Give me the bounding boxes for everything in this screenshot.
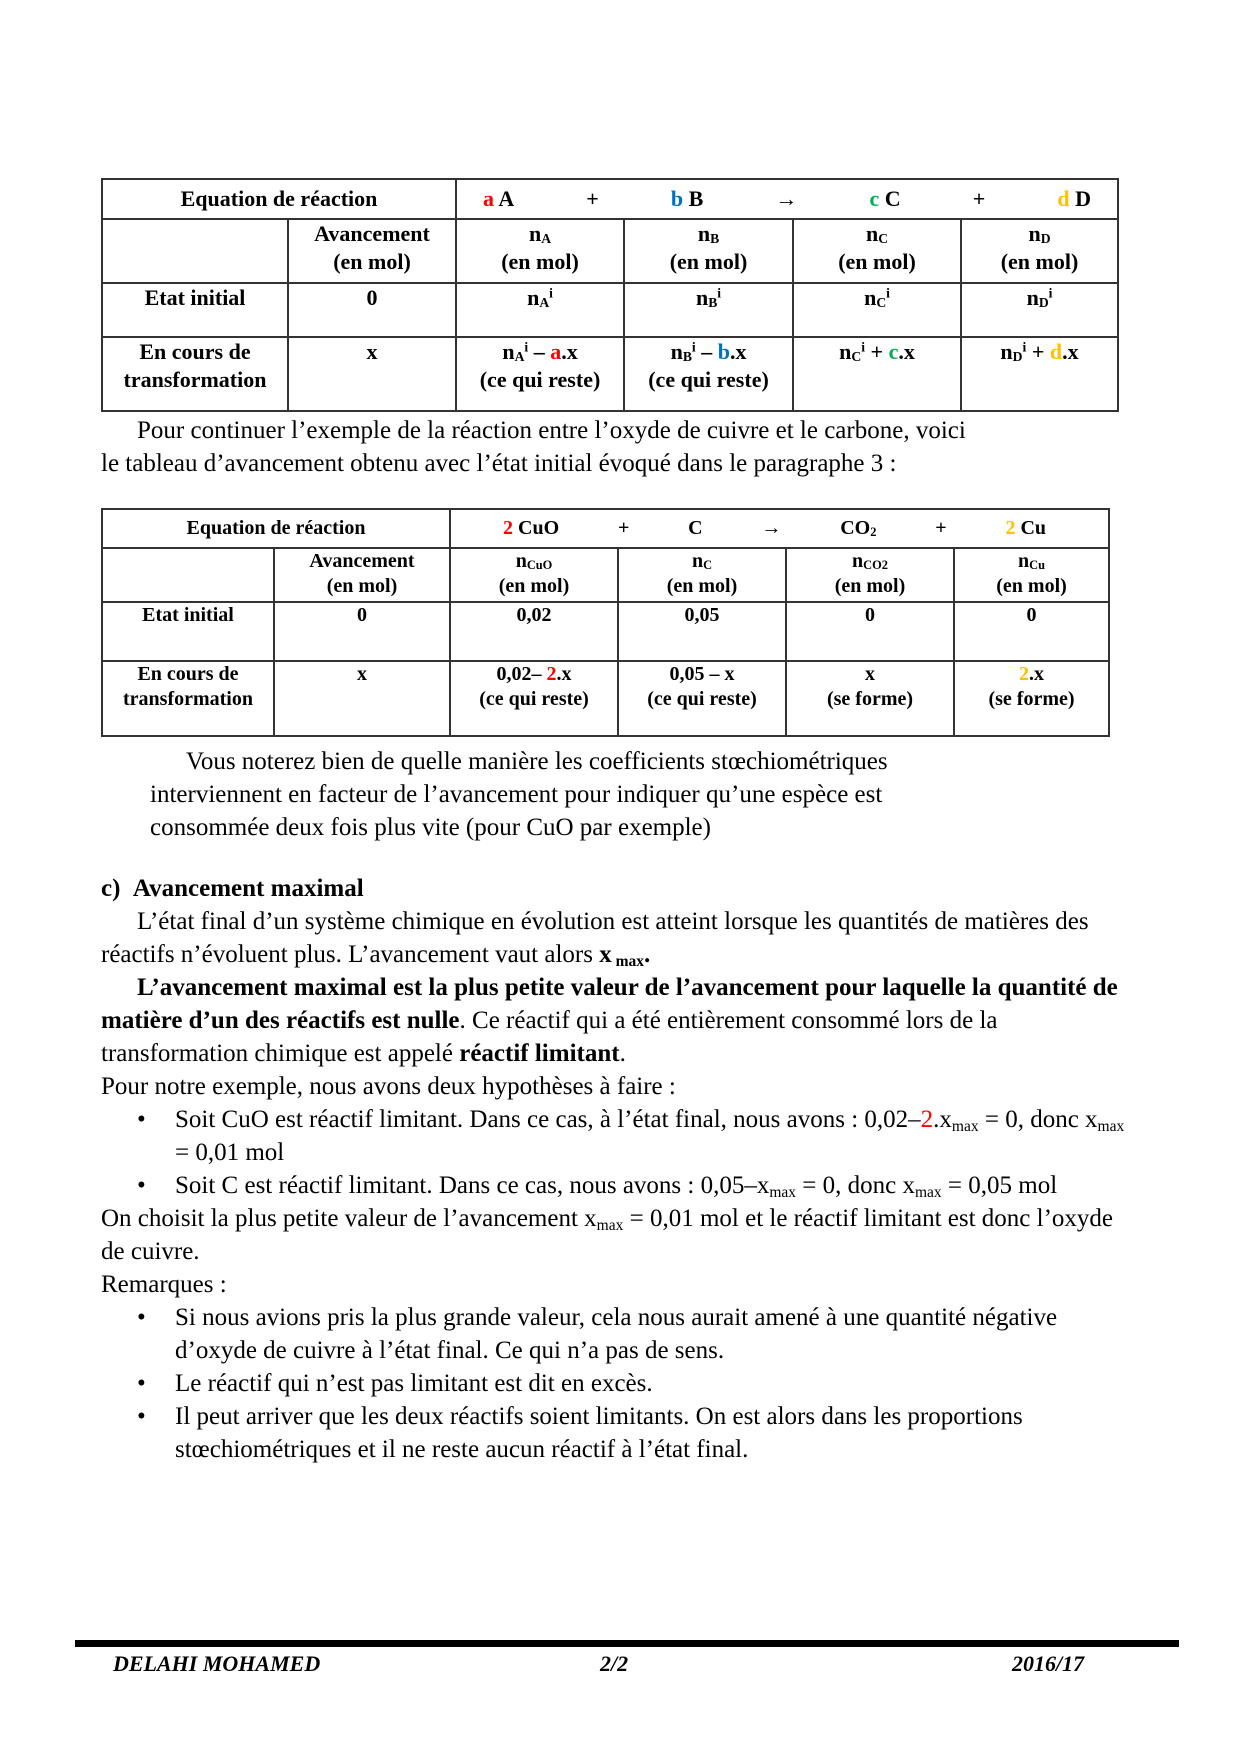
definition-paragraph — [101, 905, 1131, 971]
row-label: Etat initial — [102, 283, 288, 337]
cell-D — [961, 283, 1118, 337]
x-term: .x — [556, 663, 572, 685]
operator: + — [865, 339, 889, 364]
superscript: i — [1022, 339, 1027, 355]
x-symbol: x — [599, 941, 612, 968]
x-term: .x — [1029, 663, 1045, 685]
bold-text: réactif limitant — [459, 1040, 620, 1067]
species-c: C — [688, 517, 703, 539]
subscript: D — [1040, 231, 1051, 247]
text-run: L’état final d’un système chimique en évolution est atteint lorsque les quantités de — [137, 908, 959, 935]
subscript: D — [1012, 349, 1023, 365]
coef-d: d — [1057, 186, 1070, 212]
text-line: le tableau d’avancement obtenu avec l’état initial évoqué dans le paragraphe 3 : — [101, 450, 897, 477]
unit-label: (en mol) — [1000, 248, 1079, 274]
table-row-progress — [102, 661, 1109, 736]
cell-cu — [954, 661, 1109, 736]
unit-label: (en mol) — [996, 575, 1067, 597]
species-A: A — [498, 186, 515, 212]
table-row-progress — [102, 337, 1118, 411]
unit-label: (en mol) — [666, 575, 738, 597]
subscript: max — [611, 952, 645, 970]
remark-text: Si nous avions pris la plus grande valeur, cela nous aurait amené à une quantité négative d’oxyde de cuivre à l’état final. Ce qui n’a pas de sens. — [175, 1304, 1058, 1364]
value: 0,02– — [496, 663, 547, 685]
superscript: i — [717, 285, 722, 301]
footer-author: DELAHI MOHAMED — [113, 1651, 321, 1676]
unit-label: (en mol) — [838, 248, 916, 274]
text-run: On choisit la plus petite valeur de l’avancement x — [101, 1205, 597, 1232]
cuo-carbon-progress-table — [101, 508, 1110, 737]
cell-B — [624, 283, 793, 337]
species-co2: CO — [840, 517, 871, 539]
text-line: Vous noterez bien de quelle manière les coefficients stœchiométriques — [186, 748, 888, 775]
list-item — [101, 1169, 1131, 1202]
cell-x: x — [288, 337, 456, 411]
n-symbol: n — [852, 550, 864, 572]
cell-co2: 0 — [786, 602, 954, 661]
value: x — [865, 663, 875, 685]
cell-x: x — [274, 661, 450, 736]
subscript: A — [539, 295, 550, 311]
x-term: .x — [898, 339, 915, 364]
n-symbol: n — [527, 285, 540, 310]
generic-progress-table — [101, 178, 1119, 412]
bullet-icon: • — [137, 1172, 146, 1199]
n-symbol: n — [695, 285, 709, 310]
superscript: i — [549, 285, 553, 301]
list-item — [101, 1301, 1131, 1367]
n-symbol: n — [502, 339, 515, 364]
subscript: A — [514, 349, 525, 365]
superscript: i — [886, 285, 890, 301]
remark-text: Il peut arriver que les deux réactifs soient limitants. On est alors dans les proportions stœchiométriques et il ne reste aucun réactif à l’état final. — [175, 1403, 1023, 1463]
superscript: i — [1048, 285, 1053, 301]
coef-d: d — [1049, 339, 1063, 364]
header-nD — [961, 219, 1118, 283]
reaction-arrow-icon: → — [761, 517, 782, 539]
species-C: C — [884, 186, 901, 212]
hypotheses-list — [101, 1103, 1131, 1202]
header-avancement — [288, 219, 456, 283]
header-n-cu — [954, 548, 1109, 602]
cell-B — [624, 337, 793, 411]
table-row-equation — [102, 179, 1118, 219]
text-run: = 0,05 mol — [941, 1172, 1058, 1199]
n-symbol: n — [1000, 339, 1013, 364]
coef-c: c — [888, 339, 899, 364]
label-line: En cours de — [139, 339, 251, 364]
bold-text: L’avancement maximal est la plus petite valeur de l’avancement pour laquelle la quantité de matière d’un des réactifs est nulle — [101, 974, 1118, 1034]
text-run: = 0, donc x — [796, 1172, 915, 1199]
table-row-header — [102, 548, 1109, 602]
subscript: C — [703, 557, 713, 572]
cell-cuo — [450, 661, 618, 736]
label-line: En cours de — [137, 663, 239, 685]
limiting-reactant-definition — [101, 971, 1131, 1070]
n-symbol: n — [864, 285, 877, 310]
unit-label: (en mol) — [501, 248, 579, 274]
header-n-co2 — [786, 548, 954, 602]
text-line: Pour continuer l’exemple de la réaction entre l’oxyde de cuivre et le carbone, voici — [137, 417, 966, 444]
unit-label: (en mol) — [498, 575, 570, 597]
header-label: Avancement — [314, 221, 430, 246]
subscript: max — [951, 1117, 979, 1135]
text-run: . — [644, 941, 651, 968]
label-line: transformation — [123, 366, 267, 392]
subscript: 2 — [870, 524, 877, 539]
note: (se forme) — [826, 688, 914, 710]
text-run: = 0,01 mol — [175, 1139, 285, 1166]
cell-A — [456, 337, 624, 411]
n-symbol: n — [839, 339, 852, 364]
note: (se forme) — [988, 688, 1075, 710]
table-row-header — [102, 219, 1118, 283]
operator: – — [695, 339, 718, 364]
cell-x: 0 — [288, 283, 456, 337]
row-label — [102, 337, 288, 411]
unit-label: (en mol) — [834, 575, 906, 597]
section-heading — [101, 872, 1131, 905]
coef-a: a — [483, 186, 495, 212]
subscript: max — [769, 1183, 797, 1201]
reaction-arrow-icon: → — [775, 186, 798, 212]
heading-marker: c) — [101, 875, 121, 902]
subscript: max — [914, 1183, 942, 1201]
empty-cell — [102, 219, 288, 283]
plus-sign: + — [586, 186, 599, 212]
superscript: i — [691, 339, 696, 355]
subscript: CO2 — [863, 557, 888, 572]
footer-year: 2016/17 — [1012, 1651, 1085, 1676]
coefficients-note — [150, 745, 1130, 844]
n-symbol: n — [697, 221, 711, 246]
note: (ce qui reste) — [647, 688, 757, 710]
intro-paragraph — [101, 414, 1131, 480]
header-nC — [793, 219, 961, 283]
text-line: consommée deux fois plus vite (pour CuO par exemple) — [150, 814, 711, 841]
x-term: .x — [1062, 339, 1079, 364]
subscript: max — [1097, 1117, 1125, 1135]
subscript: B — [682, 349, 692, 365]
cell-cu: 0 — [954, 602, 1109, 661]
text-run: Soit C est réactif limitant. Dans ce cas, nous avons : 0,05–x — [175, 1172, 770, 1199]
subscript: C — [876, 295, 887, 311]
cell-c: 0,05 — [618, 602, 786, 661]
text-run: . Ce réactif qui a été entièrement consommé lors de la transformation chimique est appelé — [101, 1007, 998, 1067]
text-run: . — [619, 1040, 626, 1067]
text-run: Soit CuO est réactif limitant. Dans ce cas, à l’état final, nous avons : 0,02– — [175, 1106, 921, 1133]
equation-cell — [450, 509, 1109, 548]
table-row-initial — [102, 283, 1118, 337]
superscript: i — [861, 339, 866, 355]
note: (ce qui reste) — [479, 366, 601, 392]
cell-c — [618, 661, 786, 736]
header-nA — [456, 219, 624, 283]
species-cu: Cu — [1020, 517, 1047, 539]
text-run: = 0,01 mol et le réactif limitant est donc l’oxyde de cuivre. — [101, 1205, 1114, 1265]
text-run: matières des réactifs n’évoluent plus. L’avancement vaut alors — [101, 908, 1089, 968]
value: 0,05 – x — [669, 663, 735, 685]
coef-cuo: 2 — [503, 517, 513, 539]
subscript: C — [878, 231, 889, 247]
species-B: B — [688, 186, 704, 212]
header-nB — [624, 219, 793, 283]
operator: – — [528, 339, 551, 364]
n-symbol: n — [515, 550, 527, 572]
x-term: .x — [729, 339, 747, 364]
superscript: i — [524, 339, 529, 355]
cell-C — [793, 337, 961, 411]
unit-label: (en mol) — [669, 248, 748, 274]
coef: 2 — [920, 1106, 934, 1133]
row-label — [102, 661, 274, 736]
n-symbol: n — [865, 221, 879, 246]
cell-co2 — [786, 661, 954, 736]
n-symbol: n — [1018, 550, 1030, 572]
table-row-equation — [102, 509, 1109, 548]
plus-sign: + — [935, 517, 947, 539]
list-item — [101, 1103, 1131, 1169]
plus-sign: + — [972, 186, 986, 212]
empty-cell — [102, 548, 274, 602]
n-symbol: n — [528, 221, 542, 246]
header-label: Avancement — [309, 550, 415, 572]
cell-A — [456, 283, 624, 337]
n-symbol: n — [1026, 285, 1039, 310]
note: (ce qui reste) — [479, 688, 589, 710]
label-line: transformation — [123, 688, 253, 710]
cell-C — [793, 283, 961, 337]
heading-text: Avancement maximal — [132, 875, 364, 902]
subscript: max — [596, 1216, 624, 1234]
coef-b: b — [670, 186, 684, 212]
list-item — [101, 1400, 1131, 1466]
n-symbol: n — [691, 550, 704, 572]
coef: 2 — [546, 663, 557, 685]
subscript: Cu — [1029, 557, 1045, 572]
header-avancement — [274, 548, 450, 602]
text-run: .x — [933, 1106, 952, 1133]
header-n-c — [618, 548, 786, 602]
equation-label: Equation de réaction — [102, 179, 456, 219]
coef-cu: 2 — [1005, 517, 1016, 539]
species-cuo: CuO — [518, 517, 560, 539]
x-term: .x — [561, 339, 578, 364]
list-item — [101, 1367, 1131, 1400]
row-label: Etat initial — [102, 602, 274, 661]
coef-a: a — [550, 339, 562, 364]
unit-label: (en mol) — [333, 248, 411, 274]
n-symbol: n — [1028, 221, 1041, 246]
cell-D — [961, 337, 1118, 411]
subscript: B — [708, 295, 718, 311]
bullet-icon: • — [137, 1370, 146, 1397]
footer-page-number: 2/2 — [600, 1651, 629, 1676]
operator: + — [1026, 339, 1050, 364]
bullet-icon: • — [137, 1304, 146, 1331]
header-n-cuo — [450, 548, 618, 602]
unit-label: (en mol) — [326, 575, 398, 597]
subscript: CuO — [526, 557, 553, 572]
cell-x: 0 — [274, 602, 450, 661]
n-symbol: n — [670, 339, 683, 364]
table-row-initial — [102, 602, 1109, 661]
conclusion-paragraph — [101, 1202, 1131, 1268]
footer-rule — [75, 1640, 1179, 1647]
remarks-title: Remarques : — [101, 1271, 227, 1298]
coef: 2 — [1019, 663, 1030, 685]
section-avancement-maximal — [101, 872, 1131, 1466]
cell-cuo: 0,02 — [450, 602, 618, 661]
text-run: = 0, donc x — [978, 1106, 1098, 1133]
subscript: A — [541, 231, 552, 247]
text-line: Pour notre exemple, nous avons deux hypothèses à faire : — [101, 1073, 676, 1100]
coef-b: b — [717, 339, 730, 364]
equation-label: Equation de réaction — [102, 509, 450, 548]
plus-sign: + — [617, 517, 630, 539]
equation-cell — [456, 179, 1118, 219]
note: (ce qui reste) — [648, 366, 769, 392]
remarks-list — [101, 1301, 1131, 1466]
subscript: C — [851, 349, 862, 365]
species-D: D — [1075, 186, 1091, 212]
coef-c: c — [869, 186, 880, 212]
subscript: B — [710, 231, 720, 247]
subscript: D — [1038, 295, 1049, 311]
text-line: interviennent en facteur de l’avancement pour indiquer qu’une espèce est — [150, 781, 883, 808]
remark-text: Le réactif qui n’est pas limitant est dit en excès. — [175, 1370, 653, 1397]
bullet-icon: • — [137, 1106, 146, 1133]
bullet-icon: • — [137, 1403, 146, 1430]
